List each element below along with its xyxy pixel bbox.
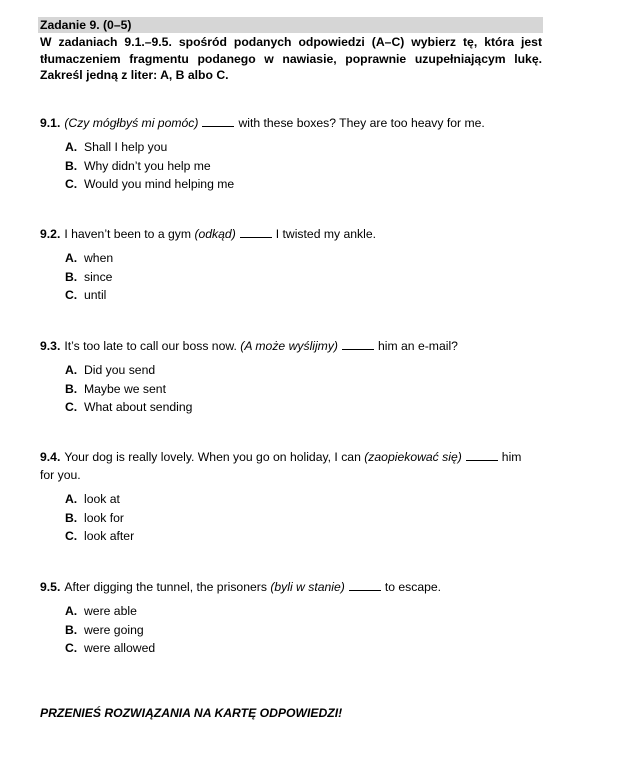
question-number: 9.5. <box>40 580 61 594</box>
question-text-before: I haven’t been to a gym <box>64 227 192 241</box>
option-letter: B. <box>65 381 78 396</box>
option-text: when <box>84 251 114 265</box>
question-text-after: I twisted my ankle. <box>275 227 377 241</box>
option-letter: C. <box>65 641 78 655</box>
question-text-before: After digging the tunnel, the prisoners <box>64 580 267 594</box>
question-9-4 <box>40 448 530 546</box>
question-stem <box>40 578 540 596</box>
question-9-2 <box>40 225 540 305</box>
answer-blank <box>240 236 272 238</box>
answer-option[interactable] <box>65 490 530 509</box>
option-text: until <box>84 288 107 302</box>
question-text-after: him for you. <box>40 450 522 482</box>
question-hint: (Czy mógłbyś mi pomóc) <box>64 116 199 130</box>
option-text: were able <box>84 604 137 618</box>
option-letter: C. <box>65 177 78 191</box>
option-letter: C. <box>65 288 78 302</box>
option-text: Would you mind helping me <box>84 177 235 191</box>
question-text-after: with these boxes? They are too heavy for me. <box>238 116 485 130</box>
answer-option[interactable] <box>65 286 540 305</box>
option-letter: A. <box>65 251 78 265</box>
question-text-before: It’s too late to call our boss now. <box>64 339 237 353</box>
option-letter: B. <box>65 158 78 173</box>
option-letter: B. <box>65 269 78 284</box>
task-title: Zadanie 9. (0–5) <box>40 18 132 32</box>
answer-options <box>65 249 540 305</box>
option-text: What about sending <box>84 400 193 414</box>
task-instructions: W zadaniach 9.1.–9.5. spośród podanych odpowiedzi (A–C) wybierz tę, która jest tłumaczeniem fragmentu podanego w nawiasie, poprawnie uzupełniającym lukę. Zakreśl jedną z liter: A, B albo C. <box>40 35 542 82</box>
option-letter: A. <box>65 363 78 377</box>
option-text: Why didn’t you help me <box>84 158 211 173</box>
option-letter: C. <box>65 400 78 414</box>
question-number: 9.4. <box>40 450 61 464</box>
question-text-after: him an e-mail? <box>378 339 458 353</box>
question-9-1 <box>40 114 540 194</box>
option-letter: B. <box>65 622 78 637</box>
question-number: 9.2. <box>40 227 61 241</box>
option-text: look after <box>84 529 135 543</box>
answer-option[interactable] <box>65 138 540 157</box>
answer-blank <box>466 459 498 461</box>
answer-option[interactable] <box>65 268 540 287</box>
question-stem <box>40 225 540 243</box>
answer-options <box>65 490 530 546</box>
question-hint: (byli w stanie) <box>270 580 345 594</box>
question-number: 9.1. <box>40 116 61 130</box>
answer-option[interactable] <box>65 175 540 194</box>
answer-option[interactable] <box>65 249 540 268</box>
question-hint: (A może wyślijmy) <box>240 339 338 353</box>
answer-option[interactable] <box>65 380 540 399</box>
option-text: were allowed <box>84 641 156 655</box>
question-stem <box>40 448 530 484</box>
question-hint: (odkąd) <box>194 227 236 241</box>
answer-option[interactable] <box>65 509 530 528</box>
answer-options <box>65 602 540 658</box>
answer-option[interactable] <box>65 527 530 546</box>
option-text: Did you send <box>84 363 156 377</box>
answer-options <box>65 138 540 194</box>
option-text: Maybe we sent <box>84 381 166 396</box>
question-text-before: Your dog is really lovely. When you go on holiday, I can <box>64 450 361 464</box>
question-text-after: to escape. <box>384 580 442 594</box>
answer-option[interactable] <box>65 639 540 658</box>
option-letter: A. <box>65 604 78 618</box>
answer-option[interactable] <box>65 621 540 640</box>
option-letter: A. <box>65 492 78 506</box>
answer-options <box>65 361 540 417</box>
answer-option[interactable] <box>65 398 540 417</box>
option-text: look at <box>84 492 120 506</box>
question-9-5 <box>40 578 540 658</box>
answer-blank <box>202 125 234 127</box>
option-letter: A. <box>65 140 78 154</box>
answer-blank <box>342 348 374 350</box>
option-letter: C. <box>65 529 78 543</box>
option-text: since <box>84 269 113 284</box>
answer-option[interactable] <box>65 361 540 380</box>
option-text: were going <box>84 622 144 637</box>
question-stem <box>40 114 540 132</box>
question-hint: (zaopiekować się) <box>364 450 462 464</box>
question-number: 9.3. <box>40 339 61 353</box>
option-letter: B. <box>65 510 78 525</box>
option-text: Shall I help you <box>84 140 168 154</box>
question-stem <box>40 337 540 355</box>
transfer-answers-note: PRZENIEŚ ROZWIĄZANIA NA KARTĘ ODPOWIEDZI! <box>40 706 343 720</box>
option-text: look for <box>84 510 124 525</box>
question-9-3 <box>40 337 540 417</box>
answer-blank <box>349 589 381 591</box>
answer-option[interactable] <box>65 157 540 176</box>
answer-option[interactable] <box>65 602 540 621</box>
